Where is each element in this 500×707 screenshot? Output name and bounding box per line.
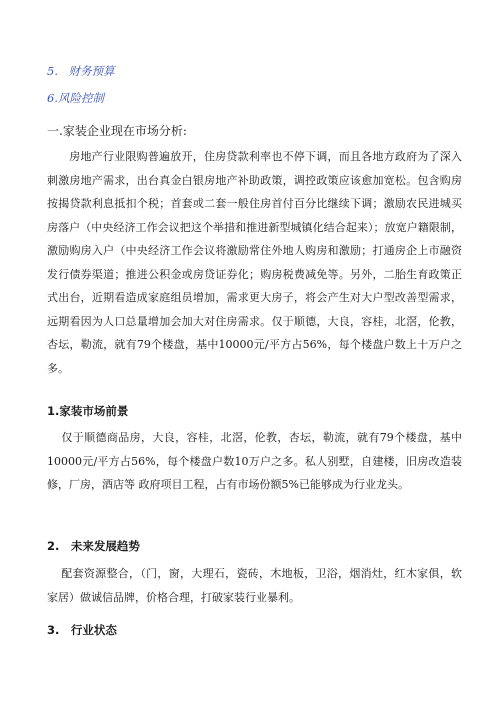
paragraph-text: 配套资源整合，（门，窗，大理石，瓷砖，木地板，卫浴，烟消灶，红木家俱，软家居）做诚信品牌，价格合理，打破家装行业暴利。 — [47, 567, 462, 604]
section-title-future-trend: 2. 未来发展趋势 — [47, 539, 140, 553]
toc-number: 5. — [47, 64, 58, 78]
paragraph-text: 仅于顺德商品房，大良，容桂，北滘，伦教，杏坛，勒流，就有79个楼盘，基中10000元/平方占56%，每个楼盘户数10万户之多。私人别墅，自建楼，旧房改造装修，厂房，酒店等 政府项目工程，占有市场份额5%已能够成为行业龙头。 — [47, 431, 462, 491]
toc-label: 财务预算 — [68, 64, 115, 78]
paragraph-future-trend — [47, 562, 462, 609]
section-title-market-prospect: 1.家装市场前景 — [47, 404, 129, 418]
toc-label: 风险控制 — [57, 91, 104, 105]
toc-item-budget[interactable] — [47, 63, 115, 79]
paragraph-text: 房地产行业限购普遍放开，住房贷款利率也不停下调，而且各地方政府为了深入刺激房地产需求，出台真金白银房地产补助政策，调控政策应该愈加宽松。包含购房按揭贷款利息抵扣个税；首套或二套一般住房首付百分比继续下调；激励农民进城买房落户（中央经济工作会议把这个举措和推进新型城镇化结合起来）；放宽户籍限制，激励购房入户（中央经济工作会议将激励常住外地人购房和激励；打通房企上市融资发行债券渠道；推进公积金或房贷证券化；购房税费减免等。另外，二胎生育政策正式出台，近期看造成家庭组员增加，需求更大房子，将会产生对大户型改善型需求，远期看因为人口总量增加会加大对住房需求。仅于顺德，大良，容桂，北滘，伦教，杏坛，勒流，就有79个楼盘，基中10000元/平方占56%，每个楼盘户数上十万户之多。 — [47, 150, 462, 375]
paragraph-market-analysis — [47, 145, 462, 380]
paragraph-market-prospect — [47, 426, 462, 497]
toc-number: 6. — [47, 91, 58, 105]
section-title-industry-status: 3. 行业状态 — [47, 623, 117, 637]
section-heading-market-analysis: 一.家装企业现在市场分析: — [47, 124, 187, 138]
toc-item-risk[interactable] — [47, 90, 104, 106]
